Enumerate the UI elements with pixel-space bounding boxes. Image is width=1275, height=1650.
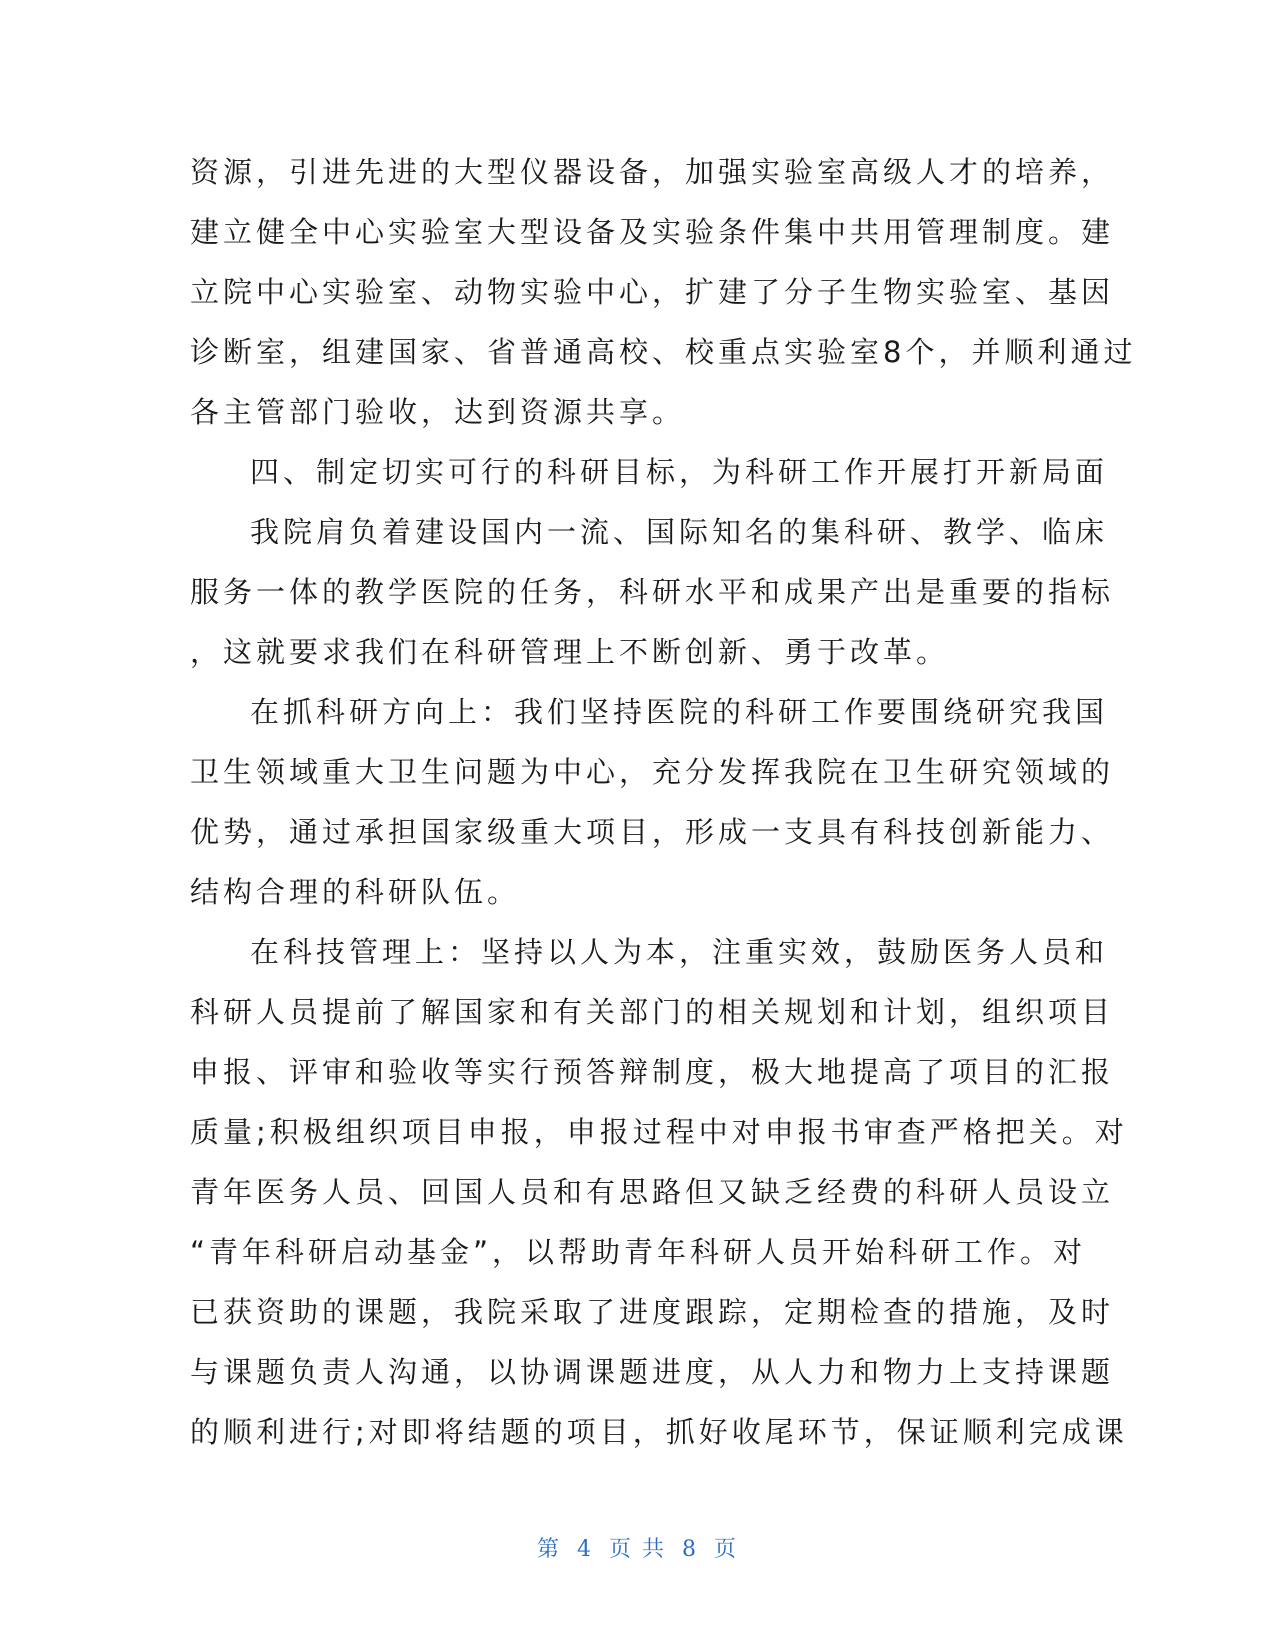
text-line: 立院中心实验室、动物实验中心，扩建了分子生物实验室、基因 (190, 275, 1115, 309)
text-line: 服务一体的教学医院的任务，科研水平和成果产出是重要的指标 (190, 575, 1115, 609)
text-line: 的顺利进行;对即将结题的项目，抓好收尾环节，保证顺利完成课 (190, 1415, 1128, 1449)
text-line: 资源，引进先进的大型仪器设备，加强实验室高级人才的培养， (190, 155, 1115, 189)
text-line: 结构合理的科研队伍。 (190, 875, 521, 909)
page-number-footer (0, 1532, 1275, 1563)
text-line: 优势，通过承担国家级重大项目，形成一支具有科技创新能力、 (190, 815, 1115, 849)
text-line: 各主管部门验收，达到资源共享。 (190, 395, 686, 429)
total-pages-number: 8 (682, 1537, 698, 1562)
text-line: 已获资助的课题，我院采取了进度跟踪，定期检查的措施，及时 (190, 1295, 1115, 1329)
text-line: 建立健全中心实验室大型设备及实验条件集中共用管理制度。建 (190, 215, 1115, 249)
text-line: 在抓科研方向上：我们坚持医院的科研工作要围绕研究我国 (250, 695, 1109, 729)
footer-prefix: 第 (536, 1537, 561, 1562)
text-line: 申报、评审和验收等实行预答辩制度，极大地提高了项目的汇报 (190, 1055, 1115, 1089)
text-line: 质量;积极组织项目申报，申报过程中对申报书审查严格把关。对 (190, 1115, 1128, 1149)
text-line: 诊断室，组建国家、省普通高校、校重点实验室8个，并顺利通过 (190, 335, 1137, 369)
text-line: 与课题负责人沟通，以协调课题进度，从人力和物力上支持课题 (190, 1355, 1115, 1389)
text-line: 科研人员提前了解国家和有关部门的相关规划和计划，组织项目 (190, 995, 1115, 1029)
document-body (190, 142, 1137, 1462)
text-line: 我院肩负着建设国内一流、国际知名的集科研、教学、临床 (250, 515, 1109, 549)
text-line: ，这就要求我们在科研管理上不断创新、勇于改革。 (190, 635, 950, 669)
text-line: 青年医务人员、回国人员和有思路但又缺乏经费的科研人员设立 (190, 1175, 1115, 1209)
text-line: 卫生领域重大卫生问题为中心，充分发挥我院在卫生研究领域的 (190, 755, 1115, 789)
current-page-number: 4 (577, 1537, 593, 1562)
footer-suffix: 页 (714, 1537, 739, 1562)
footer-middle: 页 共 (609, 1537, 666, 1562)
text-line: 在科技管理上：坚持以人为本，注重实效，鼓励医务人员和 (250, 935, 1109, 969)
text-line: “青年科研启动基金”，以帮助青年科研人员开始科研工作。对 (190, 1235, 1087, 1269)
section-heading: 四、制定切实可行的科研目标，为科研工作开展打开新局面 (250, 455, 1109, 489)
